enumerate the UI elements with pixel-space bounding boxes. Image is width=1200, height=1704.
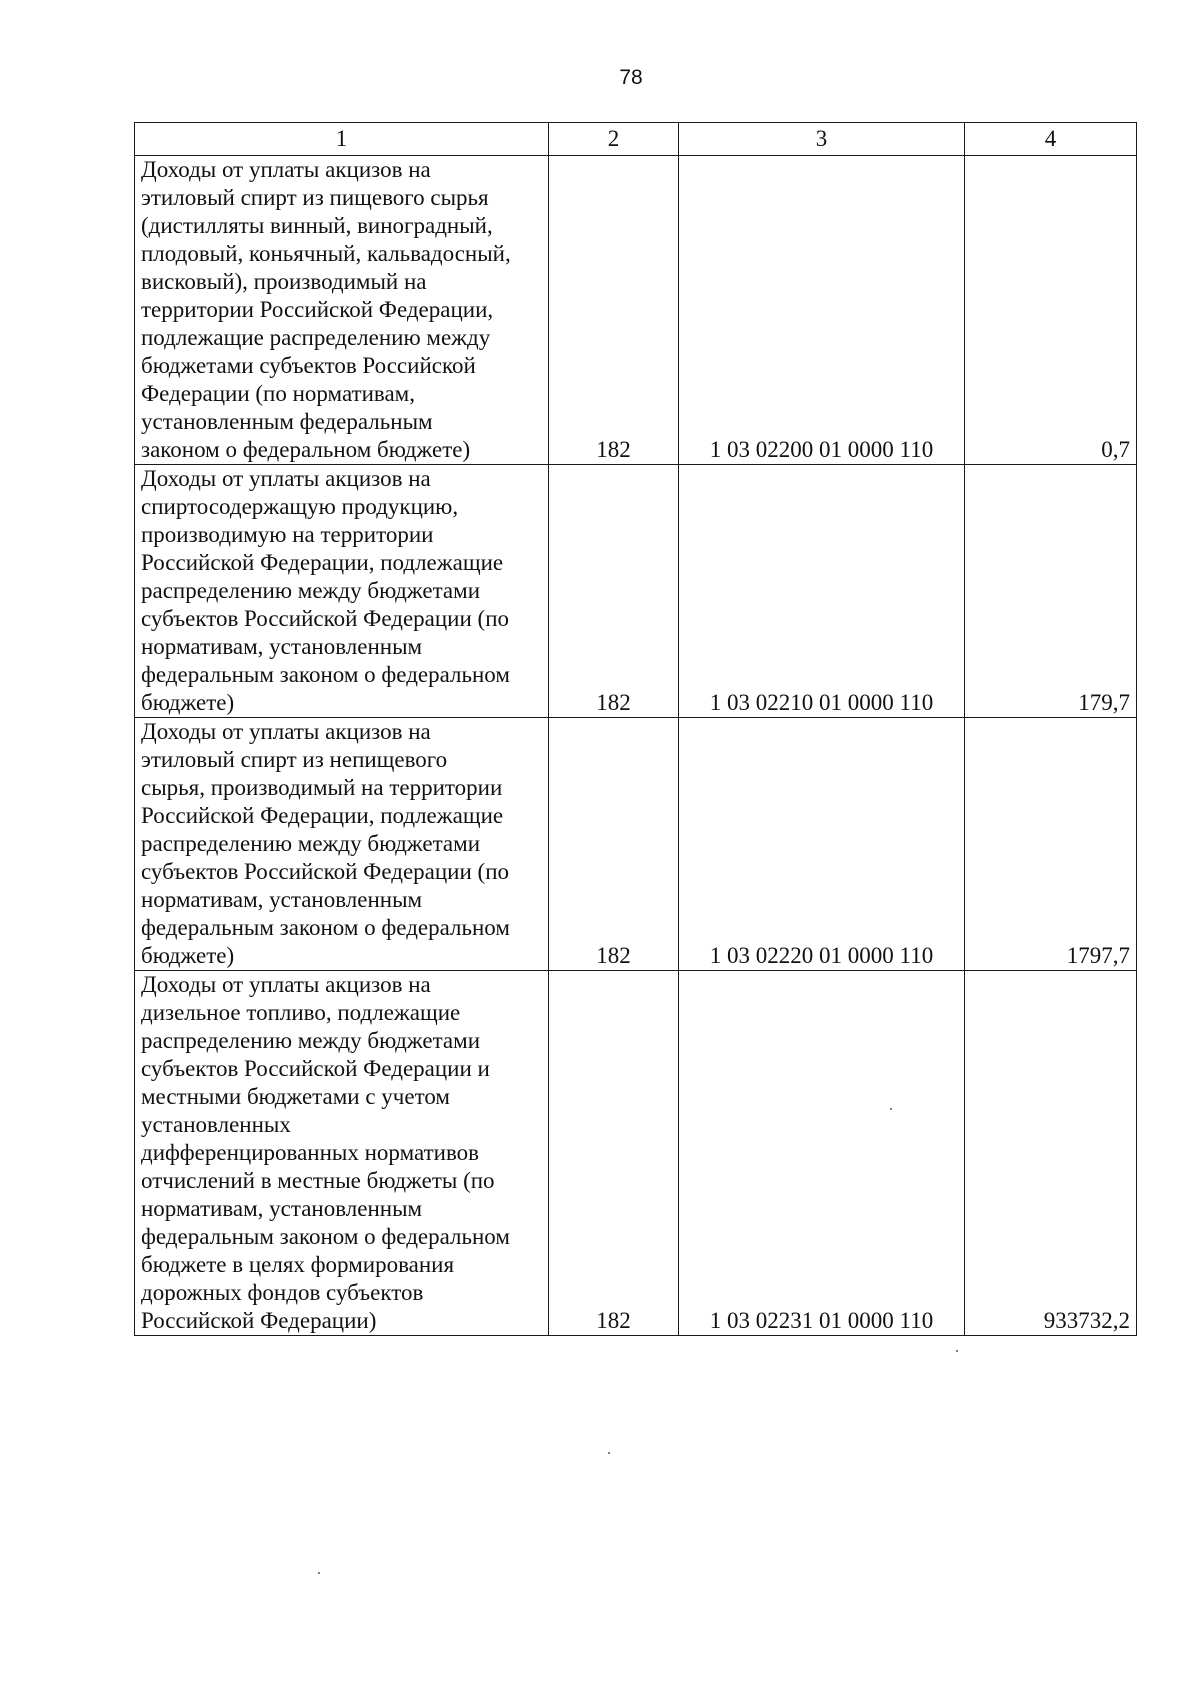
scan-speck	[608, 1452, 610, 1454]
row-description: Доходы от уплаты акцизов на этиловый спирт из пищевого сырья (дистилляты винный, виноградный, плодовый, коньячный, кальвадосный, висковый), производимый на территории Российской Федерации, подлежащие распределению между бюджетами субъектов Российской Федерации (по нормативам, установленным федеральным законом о федеральном бюджете)	[135, 156, 549, 465]
row-budget-code: 1 03 02200 01 0000 110	[679, 156, 965, 465]
table-row	[135, 465, 1137, 718]
column-header-3: 3	[679, 123, 965, 156]
row-description: Доходы от уплаты акцизов на этиловый спирт из непищевого сырья, производимый на территории Российской Федерации, подлежащие распределению между бюджетами субъектов Российской Федерации (по нормативам, установленным федеральным законом о федеральном бюджете)	[135, 718, 549, 971]
row-admin-code: 182	[549, 465, 679, 718]
table-row	[135, 718, 1137, 971]
table-header-row	[135, 123, 1137, 156]
row-admin-code: 182	[549, 156, 679, 465]
table-row	[135, 156, 1137, 465]
row-description: Доходы от уплаты акцизов на дизельное топливо, подлежащие распределению между бюджетами субъектов Российской Федерации и местными бюджетами с учетом установленных дифференцированных нормативов отчислений в местные бюджеты (по нормативам, установленным федеральным законом о федеральном бюджете в целях формирования дорожных фондов субъектов Российской Федерации)	[135, 971, 549, 1336]
row-budget-code: 1 03 02210 01 0000 110	[679, 465, 965, 718]
row-admin-code: 182	[549, 718, 679, 971]
scan-speck	[318, 1572, 320, 1574]
table-row	[135, 971, 1137, 1336]
budget-revenue-table	[134, 122, 1137, 1336]
scan-speck	[890, 1108, 892, 1110]
row-amount: 179,7	[965, 465, 1137, 718]
row-budget-code: 1 03 02231 01 0000 110	[679, 971, 965, 1336]
row-amount: 933732,2	[965, 971, 1137, 1336]
column-header-4: 4	[965, 123, 1137, 156]
row-amount: 1797,7	[965, 718, 1137, 971]
row-description: Доходы от уплаты акцизов на спиртосодержащую продукцию, производимую на территории Российской Федерации, подлежащие распределению между бюджетами субъектов Российской Федерации (по нормативам, установленным федеральным законом о федеральном бюджете)	[135, 465, 549, 718]
page-number: 78	[619, 66, 643, 89]
row-budget-code: 1 03 02220 01 0000 110	[679, 718, 965, 971]
column-header-2: 2	[549, 123, 679, 156]
column-header-1: 1	[135, 123, 549, 156]
row-admin-code: 182	[549, 971, 679, 1336]
scan-speck	[956, 1350, 958, 1352]
row-amount: 0,7	[965, 156, 1137, 465]
